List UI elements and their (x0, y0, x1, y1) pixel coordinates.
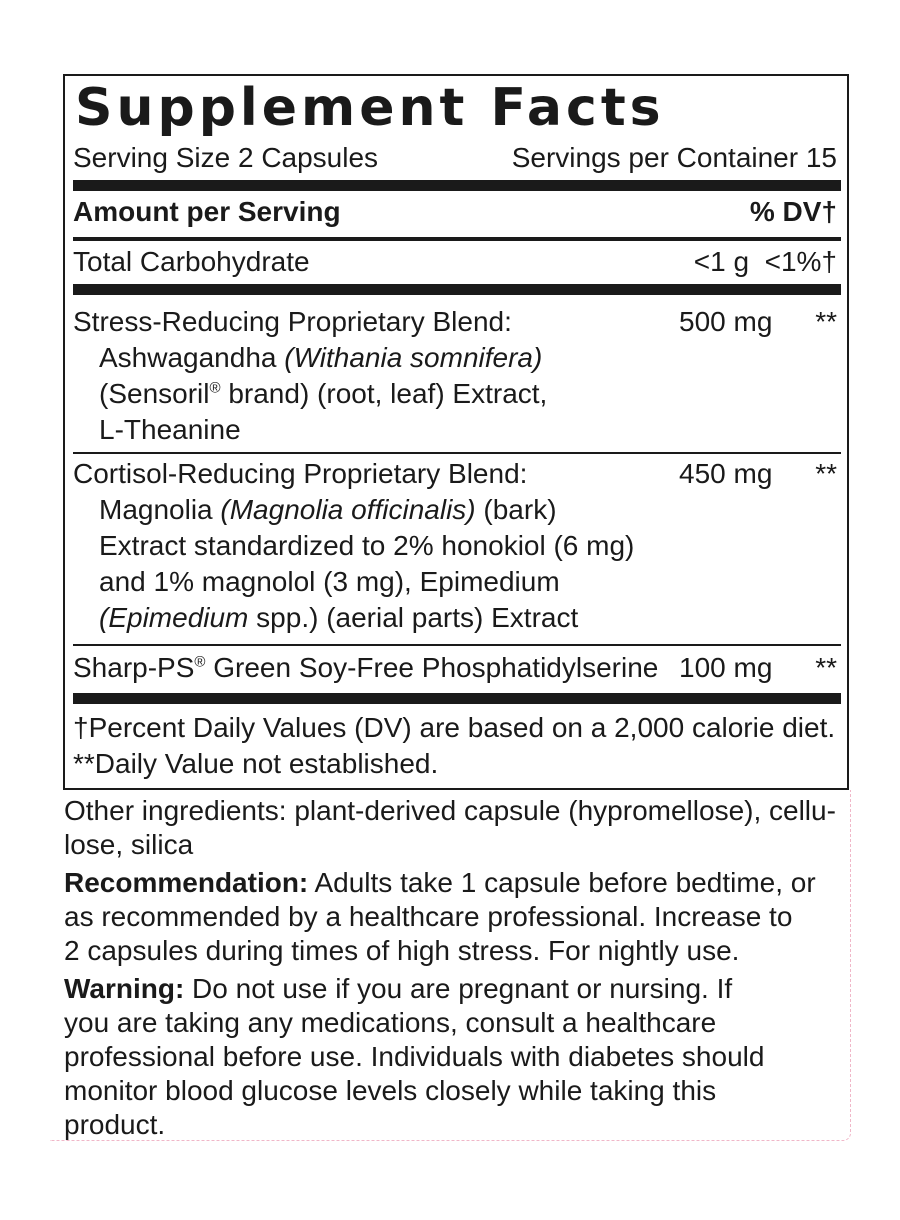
ingredient-amount: 100 mg (679, 652, 773, 683)
medium-rule (73, 237, 841, 241)
footnote-daily-values: †Percent Daily Values (DV) are based on a 2,000 calorie diet. (73, 712, 836, 743)
blend-name: Cortisol-Reducing Proprietary Blend: (73, 458, 528, 489)
serving-size: Serving Size 2 Capsules (73, 142, 379, 173)
blend-detail-line: and 1% magnolol (3 mg), Epimedium (99, 566, 560, 597)
thin-rule (73, 452, 841, 454)
blend-detail-line: Magnolia (Magnolia officinalis) (bark) (99, 494, 557, 525)
thin-rule (73, 644, 841, 646)
ingredient-name: Sharp-PS® Green Soy-Free Phosphatidylserine (73, 652, 659, 683)
thick-rule (73, 693, 841, 704)
panel-title: Supplement Facts (75, 78, 665, 138)
blend-name: Stress-Reducing Proprietary Blend: (73, 306, 512, 337)
amount-header-row (73, 194, 837, 230)
dv-header: % DV† (749, 196, 837, 227)
blend-dv: ** (815, 458, 837, 489)
servings-per-container: Servings per Container 15 (511, 142, 837, 173)
blend-detail-line: (Sensoril® brand) (root, leaf) Extract, (99, 378, 548, 409)
blend-amount: 450 mg (679, 458, 773, 489)
supplement-facts-panel (63, 74, 849, 790)
recommendation-section: Recommendation: Adults take 1 capsule before bedtime, or as recommended by a healthcare professional. Increase to 2 capsules during times of high stress. For nightly use. (64, 867, 816, 966)
amount-per-serving-label: Amount per Serving (73, 196, 341, 227)
footnote-not-established: **Daily Value not established. (73, 748, 439, 779)
nutrient-name: Total Carbohydrate (73, 246, 310, 277)
ingredient-dv: ** (815, 652, 837, 683)
blend-detail-line: (Epimedium spp.) (aerial parts) Extract (99, 602, 579, 633)
recommendation-label: Recommendation: (64, 867, 309, 898)
ingredient-row-sharp-ps (73, 650, 837, 686)
blend-detail-line: Ashwagandha (Withania somnifera) (99, 342, 543, 373)
warning-label: Warning: (64, 973, 185, 1004)
blend-amount: 500 mg (679, 306, 773, 337)
other-ingredients: Other ingredients: plant-derived capsule (hypromellose), cellu- lose, silica (64, 795, 836, 860)
blend-detail-line: Extract standardized to 2% honokiol (6 mg) (99, 530, 635, 561)
serving-info-row (73, 140, 837, 176)
blend-detail-line: L-Theanine (99, 414, 241, 445)
thick-rule (73, 180, 841, 191)
nutrient-row-carbohydrate (73, 244, 837, 280)
warning-section: Warning: Do not use if you are pregnant or nursing. If you are taking any medications, consult a healthcare professional before use. Individuals with diabetes should monitor blood glucose levels closely while taking this product. (64, 973, 765, 1140)
blend-dv: ** (815, 306, 837, 337)
nutrient-amount-dv: <1 g <1%† (693, 246, 837, 277)
thick-rule (73, 284, 841, 295)
